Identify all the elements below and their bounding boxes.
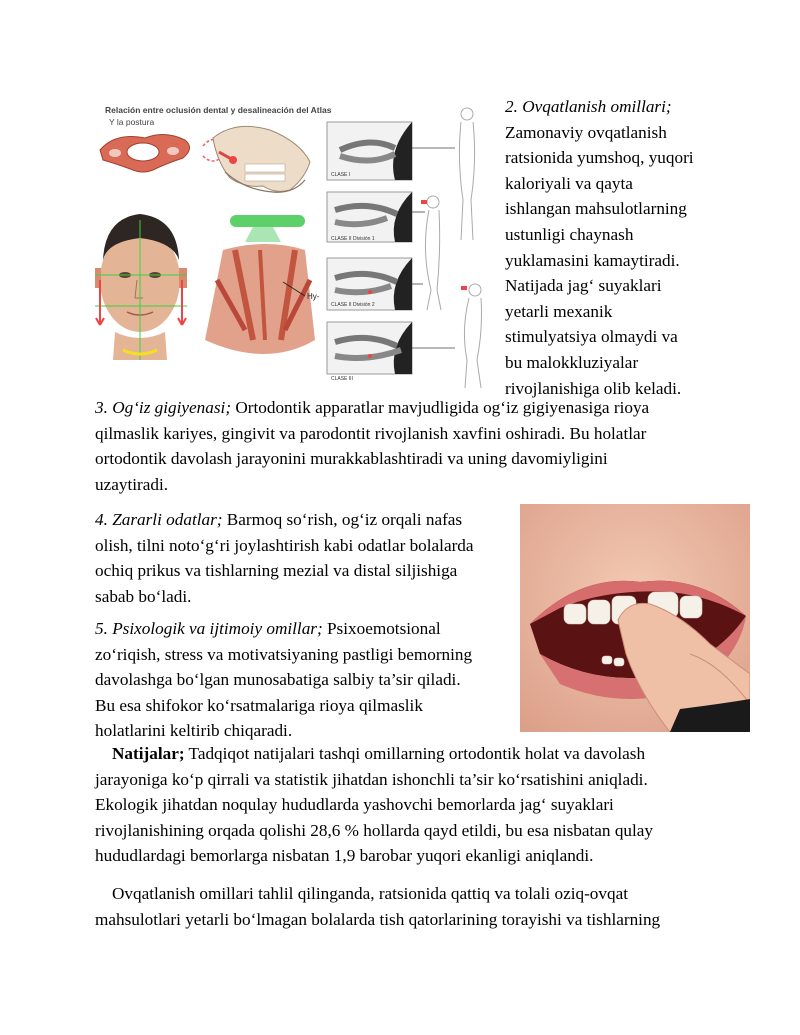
heading-harmful-habits: 4. Zararli odatlar;: [95, 510, 223, 529]
teeth-panel-class-3: [327, 322, 412, 374]
text-line: ortodontik davolash jarayonini murakkablashtiradi va uning davomiyligini: [95, 449, 608, 469]
text-line: jarayoniga ko‘p qirrali va statistik jihatdan ishonchli ta’sir ko‘rsatishini aniqladi.: [95, 769, 648, 789]
text-line: hududlardagi bemorlarga nisbatan 1,9 barobar yuqori ekanligi aniqlandi.: [95, 846, 594, 866]
text-line: qilmaslik kariyes, gingivit va parodontit rivojlanish xavfini oshiradi. Bu holatlar: [95, 423, 647, 443]
text-line: ishlangan mahsulotlarning: [505, 199, 687, 219]
text-line: Ortodontik apparatlar mavjudligida og‘iz gigiyenasiga rioya: [231, 398, 650, 417]
panel-label-class-1: CLASE I: [331, 172, 351, 178]
text-line: Zamonaviy ovqatlanish: [505, 122, 667, 142]
panel-label-class-3: CLASE III: [331, 376, 353, 382]
figure-illustration: [95, 100, 495, 390]
text-line: stimulyatsiya olmaydi va: [505, 327, 678, 347]
text-line: rivojlanishining orqada qolishi 28,6 % hollarda qayd etildi, bu esa nisbatan qulay: [95, 820, 654, 840]
heading-results: Natijalar;: [112, 744, 185, 763]
text-line: ustunligi chaynash: [505, 224, 634, 244]
heading-oral-hygiene: 3. Og‘iz gigiyenasi;: [95, 398, 232, 417]
panel-label-class-2-div1: CLASE II División 1: [331, 236, 375, 242]
occlusion-posture-figure: [95, 100, 495, 390]
paragraph-oral-hygiene: [95, 395, 715, 497]
neck-muscles-image: [205, 215, 315, 354]
text-line: zo‘riqish, stress va motivatsiyaning pastligi bemorning: [95, 644, 473, 664]
face-image: [95, 214, 187, 360]
text-line: bu malokkluziyalar: [505, 352, 639, 372]
hyoid-label: Hy-: [307, 292, 320, 301]
text-line: yuklamasini kamaytiradi.: [505, 250, 680, 270]
paragraph-harmful-habits: [95, 507, 510, 609]
paragraph-psychosocial-factors: [95, 616, 510, 744]
text-line: Bu esa shifokor ko‘rsatmalariga rioya qilmaslik: [95, 695, 423, 715]
figure-title: Relación entre oclusión dental y desalineación del Atlas: [105, 105, 332, 115]
text-line: uzaytiradi.: [95, 474, 169, 494]
text-line: Barmoq so‘rish, og‘iz orqali nafas: [222, 510, 463, 529]
text-line: yetarli mexanik: [505, 301, 613, 321]
text-line: sabab bo‘ladi.: [95, 586, 192, 606]
heading-psychosocial-factors: 5. Psixologik va ijtimoiy omillar;: [95, 619, 323, 638]
text-line: davolashga bo‘lgan munosabatiga salbiy ta’sir qiladi.: [95, 670, 461, 690]
skull-mandible-image: [213, 126, 310, 192]
text-line: ratsionida yumshoq, yuqori: [505, 148, 694, 168]
text-line: holatlarini keltirib chiqaradi.: [95, 721, 293, 741]
thumb-sucking-photo: [520, 504, 750, 732]
posture-figure-3: [464, 284, 481, 388]
text-line: Natijada jag‘ suyaklari: [505, 276, 662, 296]
paragraph-nutrition-analysis: [95, 881, 735, 932]
text-line: mahsulotlari yetarli bo‘lmagan bolalarda tish qatorlarining torayishi va tishlarning: [95, 909, 661, 929]
heading-nutrition-factors: 2. Ovqatlanish omillari;: [505, 97, 672, 116]
teeth-panel-class-2-div1: [327, 192, 412, 242]
text-line: Ekologik jihatdan noqulay hududlarda yashovchi bemorlarda jag‘ suyaklari: [95, 795, 614, 815]
panel-label-class-2-div2: CLASE II División 2: [331, 302, 375, 308]
figure-subtitle: Y la postura: [109, 117, 155, 127]
text-line: Psixoemotsional: [322, 619, 441, 638]
posture-figure-1: [459, 108, 474, 240]
text-line: rivojlanishiga olib keladi.: [505, 378, 682, 398]
text-line: Ovqatlanish omillari tahlil qilinganda, ratsionida qattiq va tolali oziq-ovqat: [112, 884, 628, 903]
text-line: Tadqiqot natijalari tashqi omillarning ortodontik holat va davolash: [184, 744, 646, 763]
paragraph-results: [95, 741, 735, 869]
paragraph-nutrition-factors: [505, 94, 694, 401]
text-line: kaloriyali va qayta: [505, 173, 633, 193]
text-line: olish, tilni noto‘g‘ri joylashtirish kabi odatlar bolalarda: [95, 535, 474, 555]
text-line: ochiq prikus va tishlarning mezial va distal siljishiga: [95, 561, 458, 581]
posture-figure-2: [425, 196, 441, 310]
atlas-vertebra-image: [100, 134, 190, 172]
